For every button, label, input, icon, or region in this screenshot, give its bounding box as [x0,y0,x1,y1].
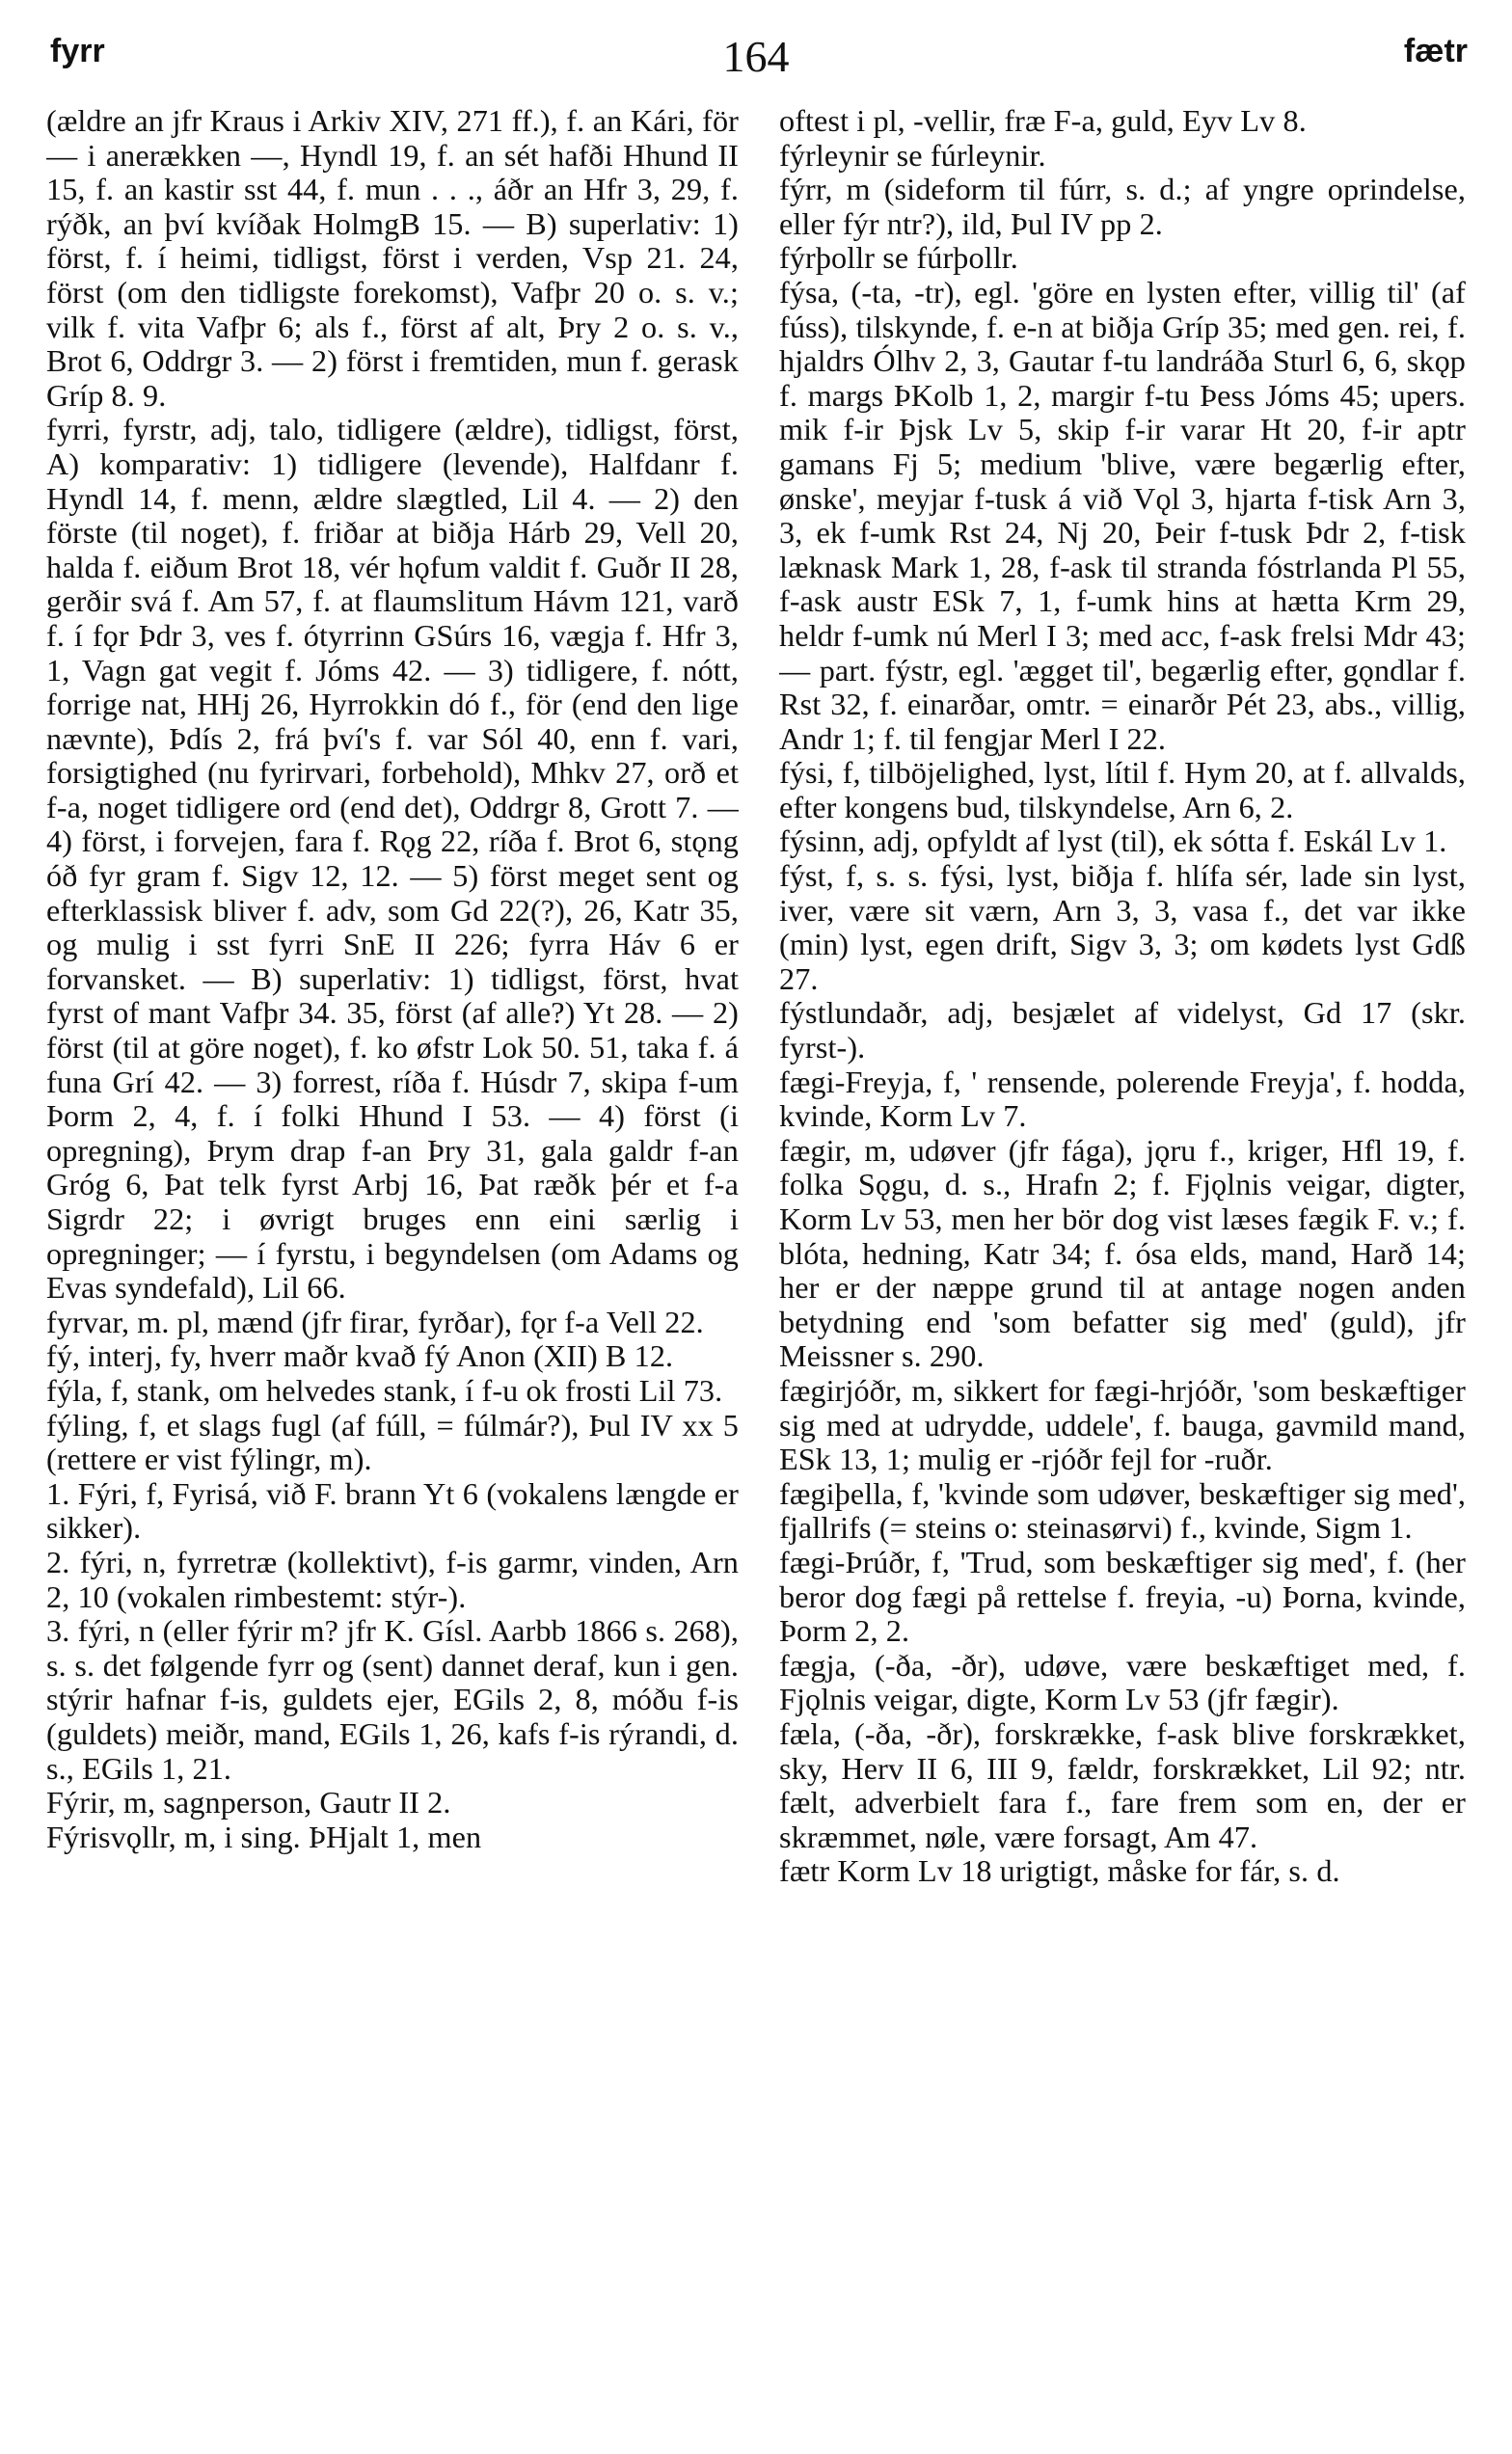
entry-fyri-3: 3. fýri, n (eller fýrir m? jfr K. Gísl. Aarbb 1866 s. 268), s. s. det følgende fyrr og (sent) dannet deraf, kun i gen. stýrir hafnar f-is, guldets ejer, EGils 2, 8, móðu f-is (guldets) meiðr, mand, EGils 1, 26, kafs f-is rýrandi, d. s., EGils 1, 21. [46,1613,739,1786]
entry-fyrir: Fýrir, m, sagnperson, Gautr II 2. [46,1785,451,1820]
entry-fyst: fýst, f, s. s. fýsi, lyst, biðja f. hlífa sér, lade sin lyst, iver, være sit værn, Arn 3, 3, vasa f., det var ikke (min) lyst, egen drift, Sigv 3, 3; om kødets lyst Gdß 27. [779,858,1466,996]
entry-fyla: fýla, f, stank, om helvedes stank, í f-u ok frosti Lil 73. [46,1372,723,1408]
entry-fysinn: fýsinn, adj, opfyldt af lyst (til), ek sótta f. Eskál Lv 1. [779,823,1447,859]
entry-fy: fý, interj, fy, hverr maðr kvað fý Anon (XII) B 12. [46,1338,674,1374]
entry-fyrvar: fyrvar, m. pl, mænd (jfr firar, fyrðar), fǫr f-a Vell 22. [46,1304,704,1339]
entry-fysa: fýsa, (-ta, -tr), egl. 'göre en lysten efter, villig til' (af fúss), tilskynde, f. e-n at biðja Gríp 35; med gen. rei, f. hjaldrs Ólhv 2, 3, Gautar f-tu landráða Sturl 6, 6, skǫp f. margs ÞKolb 1, 2, margir f-tu Þess Jóms 45; upers. mik f-ir Þjsk Lv 5, skip f-ir varar Ht 20, f-ir aptr gamans Fj 5; medium 'blive, være begærlig efter, ønske', meyjar f-tusk á við Vǫl 3, hjarta f-tisk Arn 3, 3, ek f-umk Rst 24, Nj 20, Þeir f-tusk Þdr 2, f-tisk læknask Mark 1, 28, f-ask til stranda fóstrlanda Pl 55, f-ask austr ESk 7, 1, f-umk hins at hætta Krm 29, heldr f-umk nú Merl I 3; med acc, f-ask frelsi Mdr 43; — part. fýstr, egl. 'ægget til', begærlig efter, gǫndlar f. Rst 32, f. einarðar, omtr. = einarðr Pét 23, abs., villig, Andr 1; f. til fengjar Merl I 22. [779,274,1466,756]
entry-fyri-1: 1. Fýri, f, Fyrisá, við F. brann Yt 6 (vokalens længde er sikker). [46,1475,739,1546]
entry-fyling: fýling, f, et slags fugl (af fúll, = fúlmár?), Þul IV xx 5 (rettere er vist fýlingr, m). [46,1407,739,1477]
entry-faegi-freyja: fægi-Freyja, f, ' rensende, polerende Freyja', f. hodda, kvinde, Korm Lv 7. [779,1064,1466,1134]
entry-fyri-2: 2. fýri, n, fyrretræ (kollektivt), f-is garmr, vinden, Arn 2, 10 (vokalen rimbestemt: stýr-). [46,1544,739,1614]
entry-fyrleynir: fýrleynir se fúrleynir. [779,137,1046,173]
entry-faegithella: fægiþella, f, 'kvinde som udøver, beskæftiger sig med', fjallrifs (= steins o: steinasørvi) f., kvinde, Sigm 1. [779,1475,1466,1546]
right-guide-word: fætr [1403,33,1468,69]
entry-continuation: (ældre an jfr Kraus i Arkiv XIV, 271 ff.), f. an Kári, för — i anerækken —, Hyndl 19, f. an sét hafði Hhund II 15, f. an kastir sst 44, f. mun . . ., áðr an Hfr 3, 29, f. rýðk, an því kvíðak HolmgB 15. — B) superlativ: 1) först, f. í heimi, tidligst, först i verden, Vsp 21. 24, först (om den tidligste forekomst), Vafþr 20 o. s. v.; vilk f. vita Vafþr 6; als f., först af alt, Þry 2 o. s. v., Brot 6, Oddrgr 3. — 2) först i fremtiden, mun f. gerask Gríp 8. 9. [46,104,739,413]
page-header [44,27,1468,85]
entry-faegir: fægir, m, udøver (jfr fága), jǫru f., kriger, Hfl 19, f. folka Sǫgu, d. s., Hrafn 2; f. Fjǫlnis veigar, digter, Korm Lv 53, men her bör dog vist læses fægik F. v.; f. blóta, hedning, Katr 34; f. ósa elds, mand, Harð 14; her er der næppe grund til at antage nogen anden betydning end 'som befatter sig med' (guld), jfr Meissner s. 290. [779,1132,1466,1374]
entry-fyrr: fýrr, m (sideform til fúrr, s. d.; af yngre oprindelse, eller fýr ntr?), ild, Þul IV pp 2. [779,172,1466,241]
entry-faetr: fætr Korm Lv 18 urigtigt, måske for fár, s. d. [779,1853,1340,1889]
entry-faegirjodr: fægirjóðr, m, sikkert for fægi-hrjóðr, 'som beskæftiger sig med at udrydde, uddele', f. bauga, gavmild mand, ESk 13, 1; mulig er -rjóðr fejl for -ruðr. [779,1372,1466,1477]
right-column [779,104,1466,2438]
entry-fyrthollr: fýrþollr se fúrþollr. [779,240,1018,276]
page-number: 164 [722,32,790,81]
left-column [46,104,739,2438]
entry-fyrisvollr: Fýrisvǫllr, m, i sing. ÞHjalt 1, men [46,1819,482,1854]
entry-faegi-thrudr: fægi-Þrúðr, f, 'Trud, som beskæftiger sig med', f. (her beror dog fægi på rettelse f. freyia, -u) Þorna, kvinde, Þorm 2, 2. [779,1544,1466,1649]
entry-fystlundadr: fýstlundaðr, adj, besjælet af videlyst, Gd 17 (skr. fyrst-). [779,995,1466,1065]
entry-faela: fæla, (-ða, -ðr), forskrække, f-ask blive forskrækket, sky, Herv II 6, III 9, fældr, forskrækket, Lil 92; ntr. fælt, adverbielt fara f., fare frem som en, der er skræmmet, nøle, være forsagt, Am 47. [779,1715,1466,1854]
entry-continuation: oftest i pl, -vellir, fræ F-a, guld, Eyv Lv 8. [779,104,1307,138]
entry-fysi: fýsi, f, tilböjelighed, lyst, lítil f. Hym 20, at f. allvalds, efter kongens bud, tilskyndelse, Arn 6, 2. [779,755,1466,824]
entry-fyrri: fyrri, fyrstr, adj, talo, tidligere (ældre), tidligst, först, A) komparativ: 1) tidligere (levende), Halfdanr f. Hyndl 14, f. menn, ældre slægtled, Lil 4. — 2) den förste (til noget), f. friðar at biðja Hárb 29, Vell 20, halda f. eiðum Brot 18, vér hǫfum valdit f. Guðr II 28, gerðir svá f. Am 57, f. at flaumslitum Hávm 121, varð f. í fǫr Þdr 3, ves f. ótyrrinn GSúrs 16, vægja f. Hfr 3, 1, Vagn gat vegit f. Jóms 42. — 3) tidligere, f. nótt, forrige nat, HHj 26, Hyrrokkin dó f., för (end den lige nævnte), Þdís 2, frá því's f. var Sól 40, enn f. vari, forsigtighed (nu fyrirvari, forbehold), Mhkv 27, orð et f-a, noget tidligere ord (end det), Oddrgr 8, Grott 7. — 4) först, i forvejen, fara f. Rǫg 22, ríða f. Brot 6, stǫng óð fyr gram f. Sigv 12, 12. — 5) först meget sent og efterklassisk bliver f. adv, som Gd 22(?), 26, Katr 35, og mulig i sst fyrri SnE II 226; fyrra Háv 6 er forvansket. — B) superlativ: 1) tidligst, först, hvat fyrst of mant Vafþr 34. 35, först (af alle?) Yt 28. — 2) först (til at göre noget), f. ko øfstr Lok 50. 51, taka f. á funa Grí 42. — 3) forrest, ríða f. Húsdr 7, skipa f-um Þorm 2, 4, f. í folki Hhund I 53. — 4) först (i opregning), Þrym drap f-an Þry 31, gala galdr f-an Gróg 6, Þat telk fyrst Arbj 16, Þat ræðk þér et f-a Sigrdr 22; i øvrigt bruges enn eini særlig i opregninger; — í fyrstu, i begyndelsen (om Adams og Evas syndefald), Lil 66. [46,412,739,1306]
entry-faegja: fægja, (-ða, -ðr), udøve, være beskæftiget med, f. Fjǫlnis veigar, digte, Korm Lv 53 (jfr fægir). [779,1647,1466,1717]
left-guide-word: fyrr [50,33,105,69]
